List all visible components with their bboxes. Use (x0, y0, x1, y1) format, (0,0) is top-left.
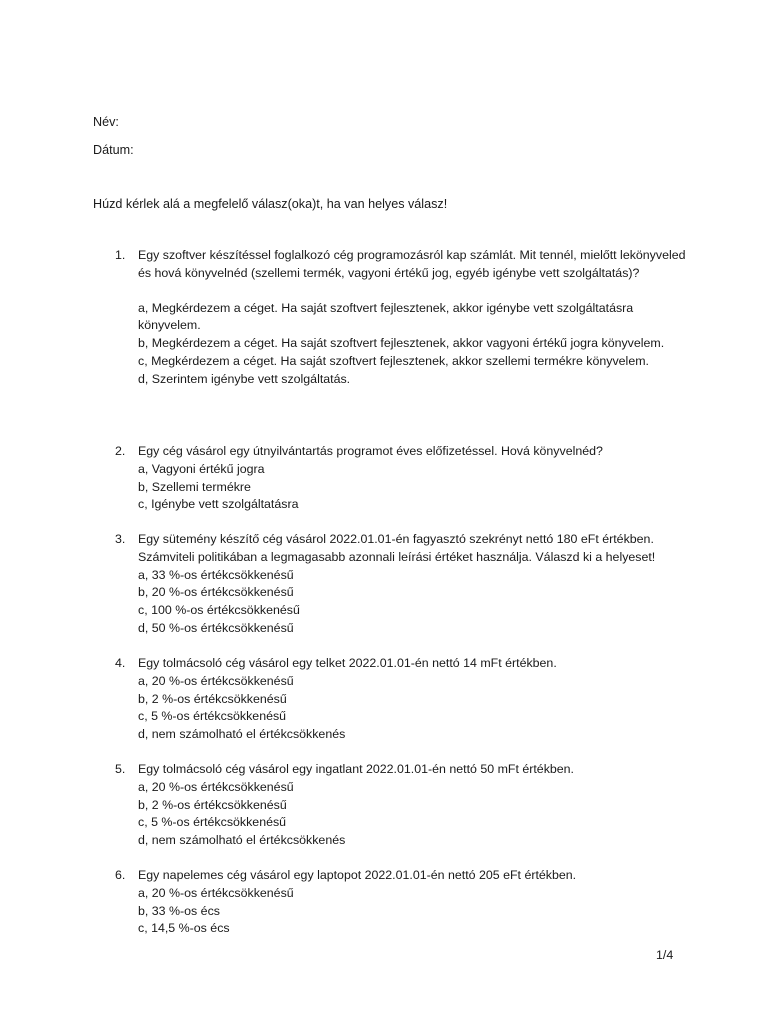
date-label: Dátum: (93, 143, 134, 157)
answer-option: c, 5 %-os értékcsökkenésű (138, 815, 287, 830)
question-number: 1. (115, 248, 126, 262)
answer-option: c, Igénybe vett szolgáltatásra (138, 497, 299, 512)
question-6 (115, 867, 695, 938)
question-text: Egy napelemes cég vásárol egy laptopot 2022.01.01-én nettó 205 eFt értékben. (138, 868, 577, 882)
instruction-text: Húzd kérlek alá a megfelelő válasz(oka)t, ha van helyes válasz! (93, 197, 448, 211)
answer-option: c, 100 %-os értékcsökkenésű (138, 603, 300, 618)
answer-option: c, 5 %-os értékcsökkenésű (138, 709, 287, 724)
answer-option: c, Megkérdezem a céget. Ha saját szoftvert fejlesztenek, akkor szellemi termékre könyvelem. (138, 353, 649, 368)
question-5 (115, 761, 695, 850)
name-label: Név: (93, 115, 119, 129)
question-text: Egy cég vásárol egy útnyilvántartás programot éves előfizetéssel. Hová könyvelnéd? (138, 444, 603, 458)
question-text: Egy szoftver készítéssel foglalkozó cég programozásról kap számlát. Mit tennél, mielőtt lekönyveled és hová könyvelnéd (szellemi termék, vagyoni értékű jog, egyéb igénybe vett szolgáltatás)? (138, 248, 686, 280)
answer-options (138, 461, 695, 514)
question-number: 2. (115, 444, 126, 458)
answer-option: a, 33 %-os értékcsökkenésű (138, 567, 294, 582)
answer-option: d, 50 %-os értékcsökkenésű (138, 620, 294, 635)
answer-option: b, 2 %-os értékcsökkenésű (138, 797, 287, 812)
page-number: 1/4 (656, 948, 674, 962)
answer-options (138, 567, 695, 638)
answer-options (138, 300, 695, 389)
question-4 (115, 655, 695, 744)
question-text: Egy tolmácsoló cég vásárol egy telket 2022.01.01-én nettó 14 mFt értékben. (138, 656, 557, 670)
answer-option: a, Vagyoni értékű jogra (138, 461, 265, 476)
question-text: Egy tolmácsoló cég vásárol egy ingatlant 2022.01.01-én nettó 50 mFt értékben. (138, 762, 575, 776)
answer-options (138, 673, 695, 744)
question-3 (115, 531, 695, 638)
answer-options (138, 779, 695, 850)
answer-option: b, Szellemi termékre (138, 479, 251, 494)
answer-options (138, 885, 695, 938)
answer-option: b, 33 %-os écs (138, 903, 220, 918)
question-number: 5. (115, 762, 126, 776)
answer-option: b, 20 %-os értékcsökkenésű (138, 585, 294, 600)
answer-option: b, Megkérdezem a céget. Ha saját szoftvert fejlesztenek, akkor vagyoni értékű jogra könyvelem. (138, 336, 665, 351)
answer-option: d, nem számolható el értékcsökkenés (138, 727, 346, 742)
answer-option: a, 20 %-os értékcsökkenésű (138, 885, 294, 900)
question-number: 6. (115, 868, 126, 882)
question-2 (115, 443, 695, 514)
answer-option: a, Megkérdezem a céget. Ha saját szoftvert fejlesztenek, akkor igénybe vett szolgáltatásra könyvelem. (138, 300, 634, 333)
question-text: Egy sütemény készítő cég vásárol 2022.01.01-én fagyasztó szekrényt nettó 180 eFt értékben. Számviteli politikában a legmagasabb azonnali leírási értéket használja. Válaszd ki a helyeset! (138, 532, 656, 564)
answer-option: d, nem számolható el értékcsökkenés (138, 833, 346, 848)
answer-option: a, 20 %-os értékcsökkenésű (138, 779, 294, 794)
question-number: 4. (115, 656, 126, 670)
question-number: 3. (115, 532, 126, 546)
answer-option: b, 2 %-os értékcsökkenésű (138, 691, 287, 706)
question-1 (115, 247, 695, 389)
answer-option: d, Szerintem igénybe vett szolgáltatás. (138, 371, 351, 386)
answer-option: a, 20 %-os értékcsökkenésű (138, 673, 294, 688)
answer-option: c, 14,5 %-os écs (138, 921, 230, 936)
